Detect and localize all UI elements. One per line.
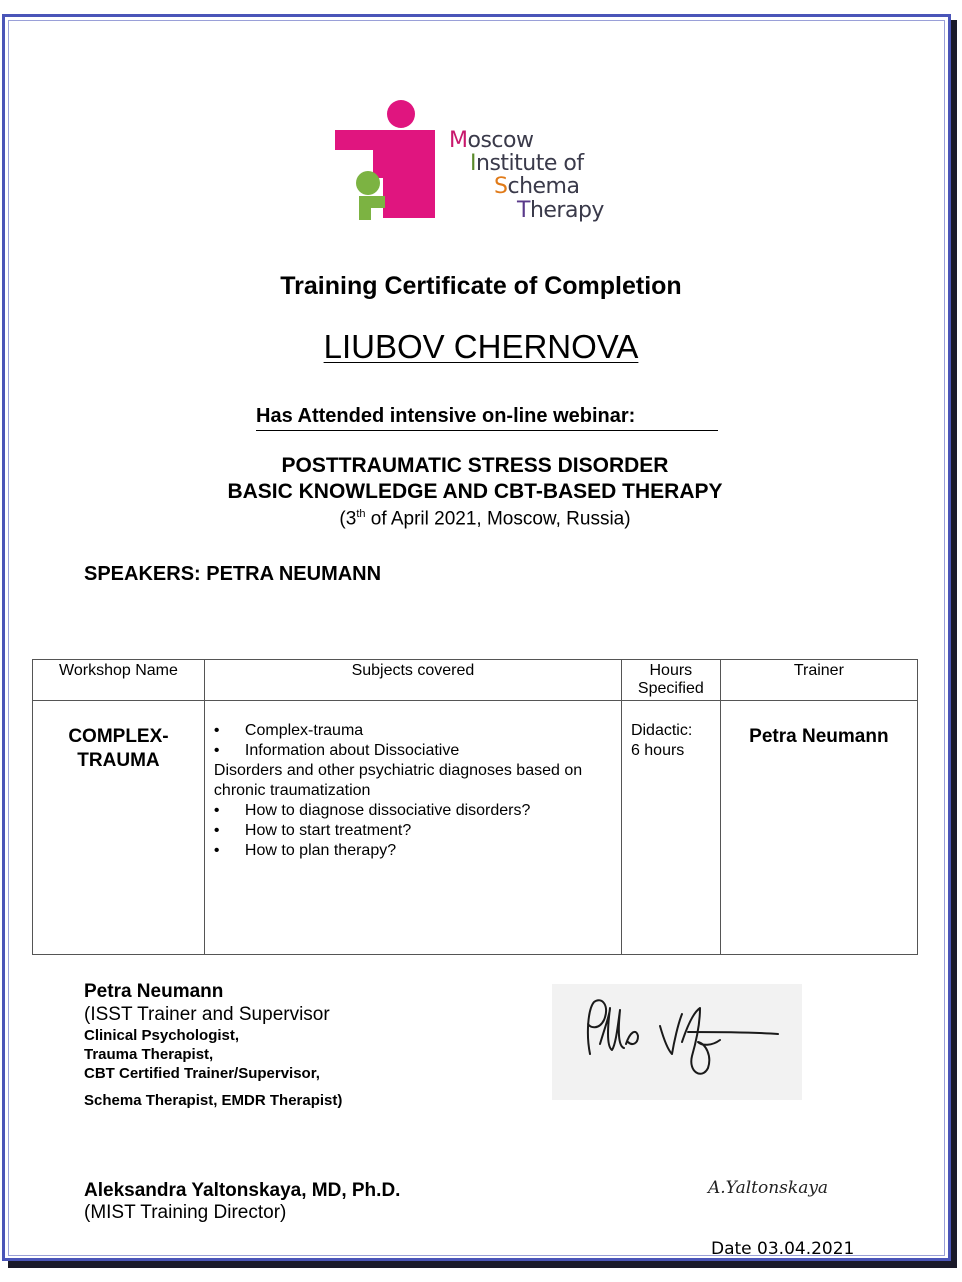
cell-subjects [204,701,621,955]
handwritten-signature-image [552,984,802,1100]
handwritten-signature-2: A.Yaltonskaya [708,1178,829,1198]
signatory-1-role: (ISST Trainer and Supervisor [84,1004,330,1025]
signatory-2-name: Aleksandra Yaltonskaya, MD, Ph.D. [84,1180,401,1201]
cell-hours [621,701,720,955]
trainer-name: Petra Neumann [749,726,889,747]
signatory-2 [84,1180,400,1224]
certificate-title: Training Certificate of Completion [280,272,682,300]
speakers-line: SPEAKERS: PETRA NEUMANN [84,563,382,585]
institute-logo [335,100,635,230]
signatory-1-qualification: Trauma Therapist, [84,1046,214,1063]
header-subjects: Subjects covered [204,660,621,701]
logo-body-green [359,196,385,220]
table-row [33,701,918,955]
workshop-name: COMPLEX-TRAUMA [68,726,169,771]
signatory-1-name: Petra Neumann [84,981,224,1002]
logo-line-1: Moscow [449,128,534,153]
course-date: (3th of April 2021, Moscow, Russia) [339,508,631,530]
signatory-1 [84,981,342,1109]
subject-item: • How to diagnose dissociative disorders? [213,802,531,819]
logo-line-4: Therapy [517,198,604,223]
issue-date: Date 03.04.2021 [711,1239,855,1259]
subject-item: • How to start treatment? [213,822,412,839]
subject-item: • Complex-trauma [213,722,364,739]
header-trainer: Trainer [720,660,917,701]
hours-value: 6 hours [630,742,685,759]
course-title-line1: POSTTRAUMATIC STRESS DISORDER [281,454,669,477]
subject-continuation: Disorders and other psychiatric diagnoses based on chronic traumatization [213,762,583,799]
logo-head-green [356,171,380,195]
attended-statement: Has Attended intensive on-line webinar: [256,405,718,431]
signatory-1-qualification: CBT Certified Trainer/Supervisor, [84,1065,320,1082]
logo-mark-icon [335,100,440,225]
cell-trainer [720,701,917,955]
logo-head-magenta [387,100,415,128]
logo-line-2: Institute of [470,151,584,176]
course-title-line2: BASIC KNOWLEDGE AND CBT-BASED THERAPY [227,480,723,503]
border-shadow-bottom [8,1261,957,1268]
signature-icon [552,984,802,1100]
subject-item: • Information about Dissociative [213,742,460,759]
header-workshop: Workshop Name [33,660,205,701]
table-header-row [33,660,918,701]
border-shadow-right [951,20,957,1268]
logo-line-3: Schema [494,174,580,199]
signatory-1-qualification: Schema Therapist, EMDR Therapist) [84,1092,343,1109]
header-hours: Hours Specified [621,660,720,701]
workshop-table [32,659,918,955]
signatory-1-qualification: Clinical Psychologist, [84,1027,240,1044]
hours-label: Didactic: [630,722,693,739]
subject-item: • How to plan therapy? [213,842,397,859]
cell-workshop [33,701,205,955]
recipient-name: LIUBOV CHERNOVA [323,328,639,365]
signatory-2-role: (MIST Training Director) [84,1202,287,1223]
